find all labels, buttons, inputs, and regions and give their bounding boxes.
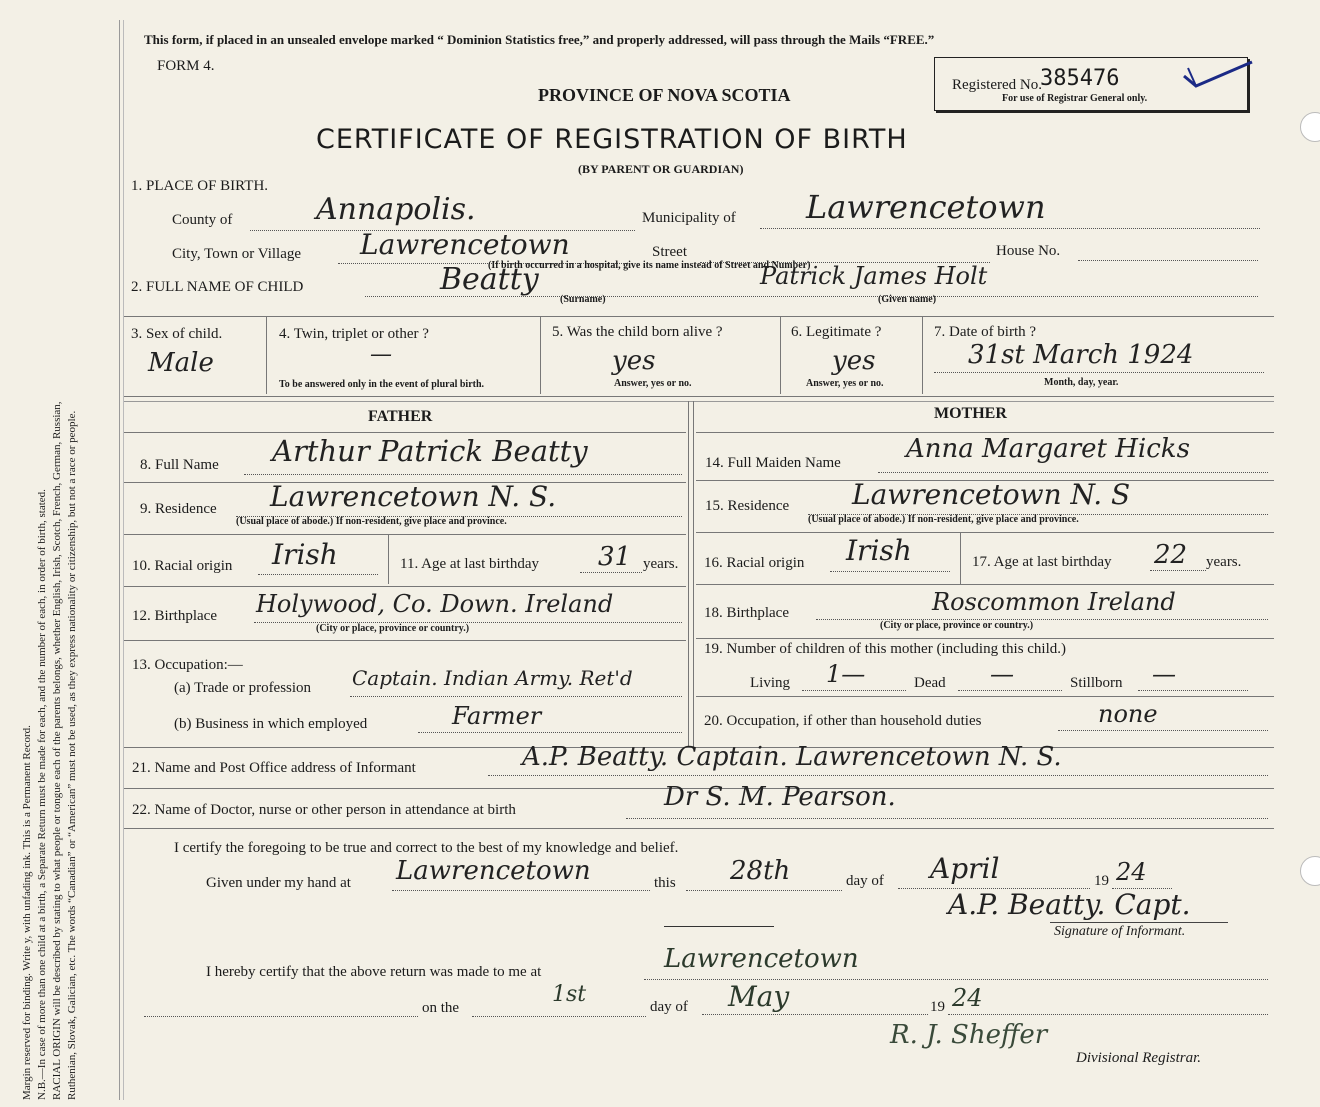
mother-residence-value: Lawrencetown N. S [852,478,1131,511]
stillborn-label: Stillborn [1070,675,1123,691]
mother-rule-6 [696,696,1274,697]
mother-rule-1 [696,432,1274,433]
father-age-label: 11. Age at last birthday [400,556,539,572]
county-label: County of [172,212,233,228]
child-surname: Beatty [440,262,539,297]
dead-line [958,690,1062,691]
certify-statement: I certify the foregoing to be true and correct to the best of my knowledge and belief. [174,840,679,856]
father-name-label: 8. Full Name [140,457,219,473]
father-heading: FATHER [368,408,433,425]
legitimate-value: yes [832,346,876,376]
given-place-value: Lawrencetown [396,856,591,886]
box-divider-2 [540,316,541,394]
registered-number: 385476 [1040,66,1120,91]
mother-age-label: 17. Age at last birthday [972,554,1112,570]
box-divider-3 [780,316,781,394]
province-heading: PROVINCE OF NOVA SCOTIA [538,85,791,105]
child-name-label: 2. FULL NAME OF CHILD [131,279,304,295]
father-rule-1 [124,432,686,433]
informant-signature: A.P. Beatty. Capt. [948,888,1191,921]
side-notes [20,40,80,1100]
mother-heading: MOTHER [934,405,1007,422]
trade-value: Captain. Indian Army. Ret'd [352,666,633,690]
day-value: 28th [730,856,791,886]
house-label: House No. [996,243,1061,259]
father-age-unit: years. [643,556,679,572]
checkmark-icon [1180,58,1256,88]
mother-name-label: 14. Full Maiden Name [705,455,841,471]
municipality-line [760,228,1260,229]
father-rule-4 [124,586,686,587]
mother-race-divider [960,532,961,584]
mother-race-line [830,571,950,572]
on-the-label: on the [422,1000,460,1016]
father-race-divider [388,534,389,584]
doctor-label: 22. Name of Doctor, nurse or other person in attendance at birth [132,802,516,818]
mother-occupation-value: none [1098,700,1158,728]
separator-rule [664,926,774,927]
father-residence-value: Lawrencetown N. S. [270,480,557,513]
registrar-signature-label: Divisional Registrar. [1076,1050,1202,1066]
trade-label: (a) Trade or profession [174,680,312,696]
day-line [686,890,842,891]
dead-label: Dead [914,675,946,691]
mother-rule-3 [696,532,1274,533]
street-label: Street [652,244,687,260]
mother-birthplace-value: Roscommon Ireland [932,588,1176,616]
legitimate-note: Answer, yes or no. [806,378,884,389]
doctor-line [626,818,1268,819]
child-given-names: Patrick James Holt [760,262,988,290]
alive-value: yes [612,346,656,376]
father-name-line [244,474,682,475]
registrar-year-value: 24 [952,984,983,1012]
month-value: April [930,852,1000,885]
mother-name-value: Anna Margaret Hicks [906,434,1190,464]
stillborn-line [1138,690,1248,691]
this-label: this [654,875,676,891]
date-value: 31st March 1924 [968,340,1194,370]
father-rule-5 [124,640,686,641]
mother-race-value: Irish [846,534,912,567]
sex-value: Male [148,348,214,378]
father-race-line [258,574,378,575]
father-birthplace-note: (City or place, province or country.) [316,623,470,634]
registrar-month-value: May [728,980,790,1013]
business-line [418,732,682,733]
side-note-nb: N.B.—In case of more than one child at a birth, a Separate Return must be made for each, and the number of each, in order of birth, stated. [36,489,48,1100]
house-line [1078,260,1258,261]
municipality-value: Lawrencetown [806,188,1046,226]
street-note: (If birth occurred in a hospital, give its name instead of Street and Number) [488,260,811,271]
side-note-margin: Margin reserved for binding. Write y, with unfading ink. This is a Permanent Record. [21,725,33,1100]
side-note-racial-2: Ruthenian, Slovak, Galician, etc. The words “Canadian” or “American” must not be used, as they express nationality or citizenship, but not a race or people. [66,410,78,1100]
mother-occupation-line [1058,730,1268,731]
informant-value: A.P. Beatty. Captain. Lawrencetown N. S. [522,742,1062,772]
mother-age-line [1150,570,1206,571]
box-row-top-rule [124,316,1274,317]
father-race-label: 10. Racial origin [132,558,233,574]
registrar-year-prefix: 19 [930,999,945,1015]
children-count-label: 19. Number of children of this mother (including this child.) [704,641,1067,657]
alive-note: Answer, yes or no. [614,378,692,389]
box-divider-1 [266,316,267,394]
city-label: City, Town or Village [172,246,302,262]
registrar-lead-line [144,1016,418,1017]
date-note: Month, day, year. [1044,377,1119,388]
registrar-year-line [948,1014,1268,1015]
year-prefix: 19 [1094,873,1109,889]
municipality-label: Municipality of [642,210,736,226]
mother-age-value: 22 [1154,540,1188,570]
registrar-place-value: Lawrencetown [664,944,859,974]
father-age-value: 31 [598,542,632,572]
mother-race-label: 16. Racial origin [704,555,805,571]
given-note: (Given name) [878,294,937,305]
legitimate-label: 6. Legitimate ? [791,324,882,340]
living-value: 1— [826,660,866,688]
twin-value: — [370,342,392,367]
box-row-bottom-rule [124,396,1274,397]
column-divider-2 [693,401,694,747]
stillborn-value: — [1152,660,1176,688]
registrar-month-line [702,1014,928,1015]
business-label: (b) Business in which employed [174,716,368,732]
father-name-value: Arthur Patrick Beatty [272,434,588,468]
date-line [934,372,1264,373]
surname-note: (Surname) [560,294,606,305]
father-birthplace-label: 12. Birthplace [132,608,217,624]
mother-age-unit: years. [1206,554,1242,570]
living-line [802,690,906,691]
form-number: FORM 4. [157,58,215,74]
county-value: Annapolis. [316,192,476,227]
informant-label: 21. Name and Post Office address of Informant [132,760,416,776]
mother-residence-label: 15. Residence [705,498,790,514]
column-divider [688,401,689,747]
father-age-line [580,572,642,573]
trade-line [350,696,682,697]
page-title: CERTIFICATE OF REGISTRATION OF BIRTH [316,124,908,155]
given-place-line [392,890,650,891]
father-occupation-label: 13. Occupation:— [132,657,243,673]
year-value: 24 [1116,858,1147,886]
side-note-racial: RACIAL ORIGIN will be described by stating to what people or tongue each of the parents belongs, whether English, Irish, Scotch, French, German, Russian, [51,401,63,1100]
father-residence-label: 9. Residence [140,501,217,517]
punch-hole-bottom [1300,856,1320,886]
box-row-bottom-rule-2 [124,401,1274,402]
day-of-label: day of [846,873,884,889]
twin-note: To be answered only in the event of plural birth. [279,379,485,390]
father-rule-3 [124,534,686,535]
father-birthplace-value: Holywood, Co. Down. Ireland [256,590,614,618]
sex-label: 3. Sex of child. [131,326,223,342]
mother-name-line [878,472,1268,473]
registered-note: For use of Registrar General only. [1002,93,1148,104]
father-race-value: Irish [272,538,338,571]
registrar-statement: I hereby certify that the above return was made to me at [206,964,542,980]
living-label: Living [750,675,790,691]
mail-notice: This form, if placed in an unsealed envelope marked “ Dominion Statistics free,” and properly addressed, will pass through the Mails “FREE.” [144,32,935,47]
registrar-day-line [472,1016,646,1017]
mother-residence-note: (Usual place of abode.) If non-resident, give place and province. [808,514,1079,525]
business-value: Farmer [452,702,542,730]
binding-margin-rule-2 [123,20,124,1100]
registered-label: Registered No. [952,77,1042,93]
mother-rule-5 [696,638,1274,639]
registrar-day-value: 1st [552,982,587,1007]
punch-hole-top [1300,112,1320,142]
twin-label: 4. Twin, triplet or other ? [279,326,429,342]
father-residence-note: (Usual place of abode.) If non-resident, give place and province. [236,516,507,527]
doctor-value: Dr S. M. Pearson. [664,782,896,812]
given-under-label: Given under my hand at [206,875,351,891]
mother-rule-4 [696,584,1274,585]
dead-value: — [990,660,1014,688]
box-divider-4 [922,316,923,394]
registrar-signature: R. J. Sheffer [890,1020,1048,1050]
binding-margin-rule [119,20,120,1100]
place-of-birth-label: 1. PLACE OF BIRTH. [131,178,269,194]
date-label: 7. Date of birth ? [934,324,1037,340]
registrar-day-of-label: day of [650,999,688,1015]
mother-birthplace-note: (City or place, province or country.) [880,620,1034,631]
informant-line [488,775,1268,776]
alive-label: 5. Was the child born alive ? [552,324,723,340]
page-subtitle: (BY PARENT OR GUARDIAN) [578,162,744,176]
city-value: Lawrencetown [360,228,570,261]
mother-occupation-label: 20. Occupation, if other than household duties [704,713,982,729]
mother-birthplace-label: 18. Birthplace [704,605,789,621]
doctor-rule [124,828,1274,829]
informant-signature-label: Signature of Informant. [1054,924,1186,939]
informant-signature-line [1050,922,1228,923]
